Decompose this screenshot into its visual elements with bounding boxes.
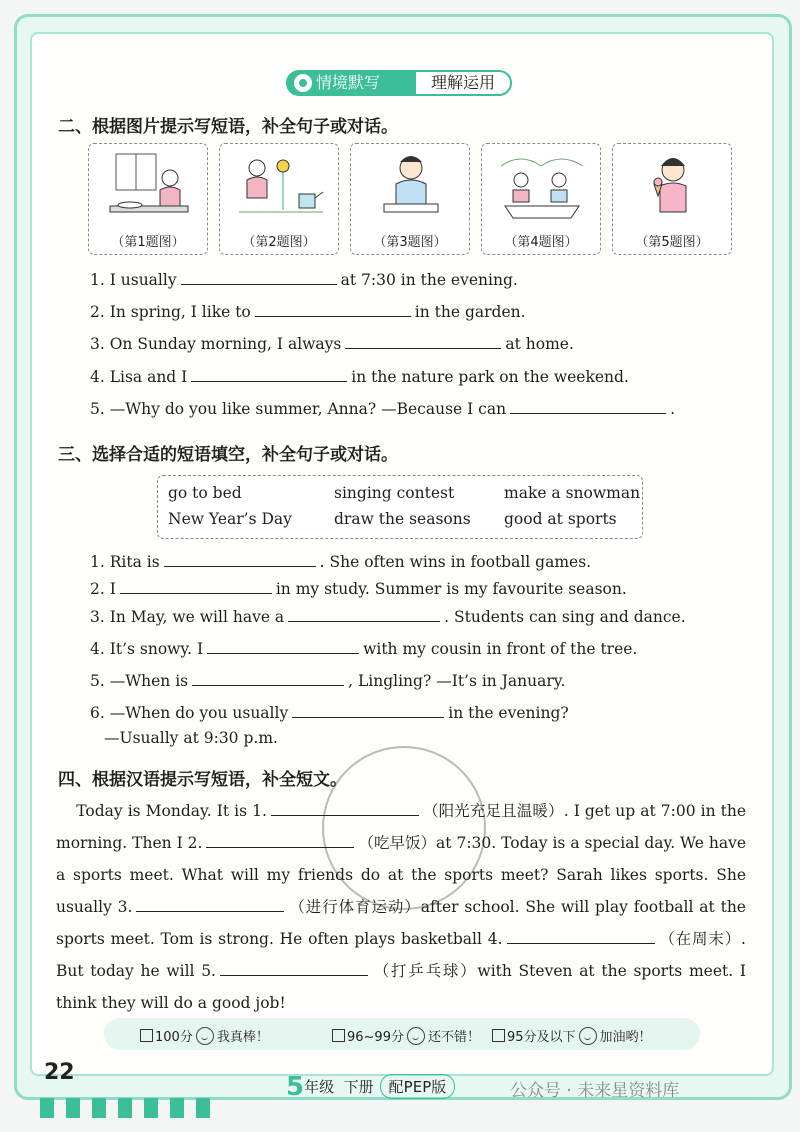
s2-item-2-text: 2. In spring, I like to (90, 303, 251, 321)
s2-item-2 (90, 302, 526, 321)
stripe (170, 1098, 184, 1118)
s3-item-6 (90, 703, 569, 722)
flower-icon (294, 74, 312, 92)
answer-blank[interactable] (181, 270, 337, 285)
phrase-4: New Year’s Day (168, 510, 292, 528)
checkbox[interactable] (140, 1029, 153, 1042)
picture-2 (219, 143, 339, 255)
s2-item-3-tail: at home. (505, 335, 574, 353)
s3-item-1-text: 1. Rita is (90, 553, 160, 571)
hint-5: （打乒乓球） (371, 962, 478, 980)
eating-dinner-illustration (104, 150, 194, 228)
picture-5 (612, 143, 732, 255)
smiley-icon (579, 1027, 597, 1045)
picnic-illustration (497, 150, 587, 228)
passage-part-4: after school. She will play football at the sports meet. Tom is strong. He often plays basketball 4. (56, 898, 746, 948)
ice-cream-girl-illustration (628, 150, 718, 228)
passage-part-6: with Steven at the sports meet. I think they will do a good job! (56, 962, 746, 1012)
s3-item-4 (90, 639, 637, 658)
s3-item-2-text: 2. I (90, 580, 116, 598)
phrase-6: good at sports (504, 510, 617, 528)
smiley-icon (196, 1027, 214, 1045)
answer-blank[interactable] (292, 703, 444, 718)
answer-blank[interactable] (255, 302, 411, 317)
phrase-5: draw the seasons (334, 510, 471, 528)
grade-label: 年级 (304, 1078, 335, 1096)
s2-item-5-text: 5. —Why do you like summer, Anna? —Because I can (90, 400, 507, 418)
s3-item-5-text: 5. —When is (90, 672, 189, 690)
hint-2: （吃早饭） (358, 834, 437, 852)
grade-number: 5 (286, 1072, 305, 1102)
answer-blank[interactable] (136, 895, 284, 912)
score-range-3: 95分及以下 (507, 1030, 576, 1045)
passage-part-5: . But today he will 5. (56, 930, 746, 980)
s3-item-5-tail: , Lingling? —It’s in January. (348, 672, 566, 690)
passage-part-2: . I get up at 7:00 in the morning. Then I 2. (56, 802, 746, 852)
s3-item-3-text: 3. In May, we will have a (90, 608, 285, 626)
s3-item-3 (90, 607, 686, 626)
stripe (92, 1098, 106, 1118)
s2-item-4 (90, 367, 629, 386)
s3-item-1 (90, 552, 591, 571)
picture-row (88, 143, 744, 255)
footer-stripes (40, 1098, 222, 1122)
s2-item-5-tail: . (670, 400, 676, 418)
banner-right: 理解运用 (414, 70, 512, 96)
self-assessment-bar (104, 1018, 700, 1050)
answer-blank[interactable] (164, 552, 316, 567)
answer-blank[interactable] (192, 671, 344, 686)
picture-1 (88, 143, 208, 255)
hint-3: （进行体育运动） (288, 898, 421, 916)
score-comment-3: 加油哟！ (599, 1030, 652, 1045)
answer-blank[interactable] (507, 927, 655, 944)
s3-item-6-tail: in the evening? (448, 704, 569, 722)
score-comment-2: 还不错！ (427, 1030, 480, 1045)
s2-item-2-tail: in the garden. (414, 303, 526, 321)
banner-left-label: 情境默写 (316, 73, 381, 92)
section4-title: 四、根据汉语提示写短语，补全短文。 (58, 770, 347, 790)
s2-item-1-text: 1. I usually (90, 271, 177, 289)
s2-item-1-tail: at 7:30 in the evening. (340, 271, 518, 289)
caption-4: （第4题图） (504, 235, 578, 250)
banner-left (286, 70, 414, 96)
answer-blank[interactable] (510, 399, 666, 414)
s2-item-1 (90, 270, 518, 289)
hint-4: （在周末） (658, 930, 742, 948)
stripe (66, 1098, 80, 1118)
watermark-text: 公众号 · 未来星资料库 (510, 1081, 680, 1101)
s3-item-5 (90, 671, 565, 690)
edition-badge: 配PEP版 (380, 1074, 456, 1099)
phrase-2: singing contest (334, 484, 455, 502)
answer-blank[interactable] (288, 607, 440, 622)
stripe (144, 1098, 158, 1118)
s3-item-6-text: 6. —When do you usually (90, 704, 289, 722)
phrase-bank (157, 475, 643, 539)
hint-1: （阳光充足且温暖） (422, 802, 564, 820)
caption-1: （第1题图） (111, 235, 185, 250)
score-range-2: 96~99分 (347, 1030, 404, 1045)
s3-item-2-tail: in my study. Summer is my favourite season. (275, 580, 627, 598)
s3-item-4-tail: with my cousin in front of the tree. (363, 640, 638, 658)
passage-part-3: at 7:30. Today is a special day. We have a sports meet. What will my friends do at the sports meet? Sarah likes sports. She usually 3. (56, 834, 746, 916)
score-option-1[interactable] (140, 1026, 269, 1045)
answer-blank[interactable] (120, 579, 272, 594)
caption-3: （第3题图） (373, 235, 447, 250)
s3-item-1-tail: . She often wins in football games. (319, 553, 592, 571)
s3-item-6-answer: —Usually at 9:30 p.m. (104, 729, 278, 747)
caption-5: （第5题图） (635, 235, 709, 250)
section2-title: 二、根据图片提示写短语，补全句子或对话。 (58, 117, 398, 137)
score-comment-1: 我真棒！ (216, 1030, 269, 1045)
page-number: 22 (44, 1060, 75, 1085)
phrase-3: make a snowman (504, 484, 641, 502)
caption-2: （第2题图） (242, 235, 316, 250)
s2-item-3 (90, 334, 574, 353)
phrase-1: go to bed (168, 484, 242, 502)
picture-4 (481, 143, 601, 255)
s3-item-3-tail: . Students can sing and dance. (444, 608, 686, 626)
score-option-2[interactable] (332, 1026, 480, 1045)
book-footer (286, 1072, 455, 1102)
answer-blank[interactable] (207, 639, 359, 654)
passage-part-1: Today is Monday. It is 1. (76, 802, 267, 820)
watering-flowers-illustration (235, 150, 325, 228)
section3-title: 三、选择合适的短语填空，补全句子或对话。 (58, 445, 398, 465)
s2-item-4-tail: in the nature park on the weekend. (351, 368, 629, 386)
answer-blank[interactable] (220, 959, 368, 976)
s3-item-2 (90, 579, 627, 598)
checkbox[interactable] (332, 1029, 345, 1042)
answer-blank[interactable] (191, 367, 347, 382)
picture-3 (350, 143, 470, 255)
stripe (40, 1098, 54, 1118)
smiley-icon (407, 1027, 425, 1045)
stripe (118, 1098, 132, 1118)
s2-item-5 (90, 399, 675, 418)
writing-boy-illustration (366, 150, 456, 228)
score-option-3[interactable] (492, 1026, 652, 1045)
s2-item-4-text: 4. Lisa and I (90, 368, 188, 386)
watermark-stamp (322, 746, 486, 910)
checkbox[interactable] (492, 1029, 505, 1042)
s2-item-3-text: 3. On Sunday morning, I always (90, 335, 342, 353)
term-label: 下册 (343, 1078, 374, 1096)
score-range-1: 100分 (155, 1030, 193, 1045)
answer-blank[interactable] (345, 334, 501, 349)
s3-item-4-text: 4. It’s snowy. I (90, 640, 204, 658)
stripe (196, 1098, 210, 1118)
section-banner (286, 70, 512, 96)
